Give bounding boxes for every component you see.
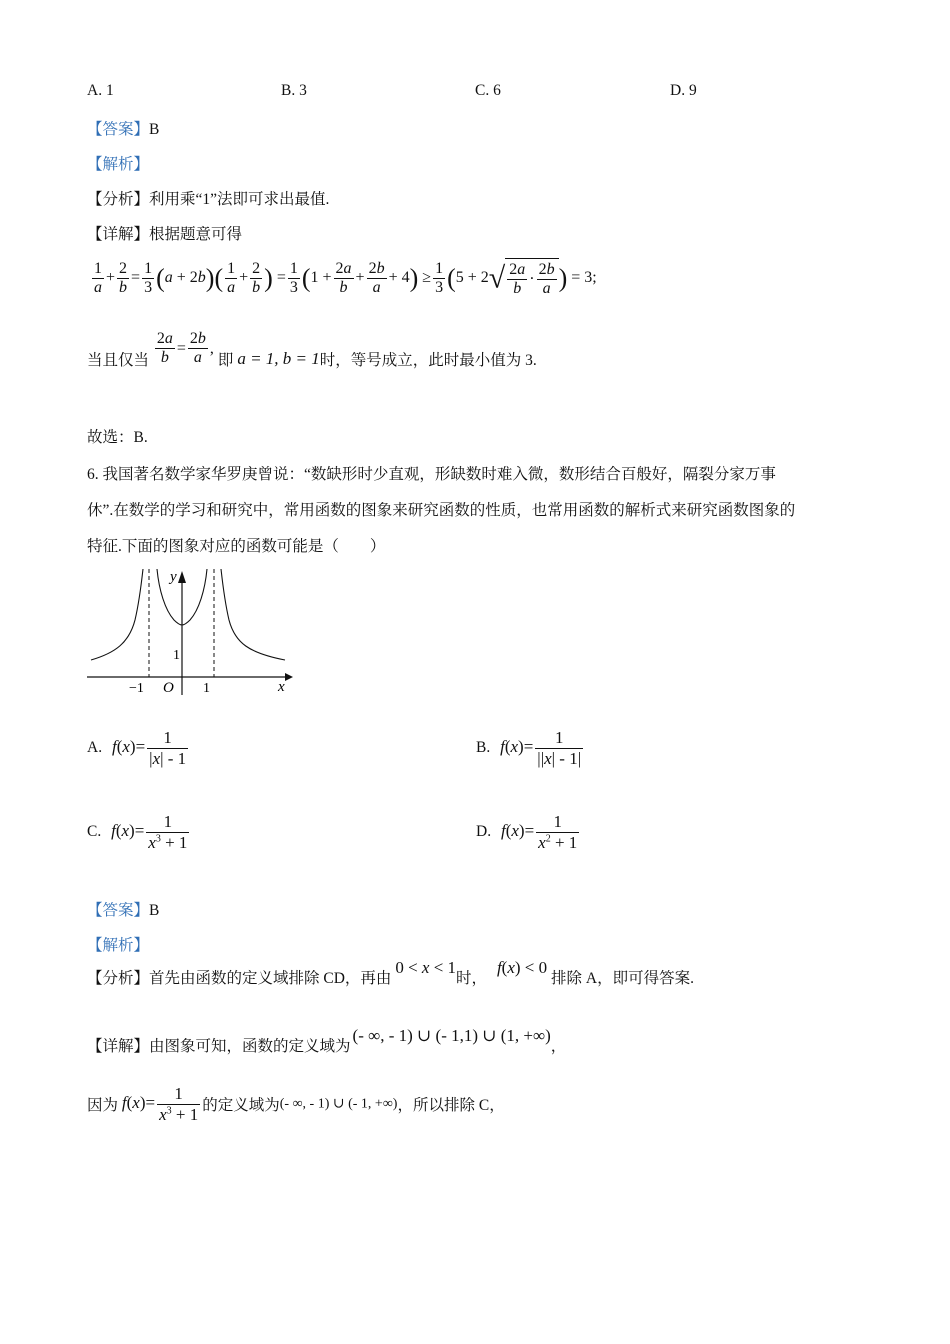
y-axis-arrow xyxy=(178,571,186,583)
q6-fenxi-tag: 【分析】 xyxy=(87,970,150,987)
q6-fenxi-condition: f(x) < 0 xyxy=(496,958,548,977)
q6-exclude-c: ，所以排除 C， xyxy=(397,1097,505,1115)
y-axis-label: y xyxy=(170,569,177,585)
q5-equality-line xyxy=(87,330,537,378)
q6-option-b xyxy=(476,728,585,768)
q5-option-b: B. 3 xyxy=(281,82,307,99)
q5-equality-fraction: $\frac{2a}{b}$ = $\frac{2b}{a}$ , xyxy=(156,330,218,367)
q6-detail-line xyxy=(87,1024,567,1055)
q5-option-d: D. 9 xyxy=(670,82,697,99)
q5-answer-line xyxy=(87,117,159,139)
q6-option-d-label: D. xyxy=(476,823,492,841)
q6-detail-text: 由图象可知，函数的定义域为 xyxy=(149,1038,351,1055)
q6-because-formula: f(x)= $\frac{1}{x^3 + 1}$ xyxy=(121,1084,199,1124)
q5-answer-tag: 【答案】 xyxy=(87,121,150,138)
q6-option-c-label: C. xyxy=(87,823,102,841)
q6-function-graph xyxy=(85,565,300,700)
q5-fenxi-line xyxy=(87,187,329,209)
q5-detail-tag: 【详解】 xyxy=(87,226,150,243)
q6-fenxi-interval: 0 < x < 1 xyxy=(395,958,457,977)
q6-analysis-tag: 【解析】 xyxy=(87,937,150,954)
q6-answer-value: B xyxy=(149,902,160,919)
q6-stem-line3: 特征.下面的图象对应的函数可能是（ ） xyxy=(87,538,386,555)
q5-answer-value: B xyxy=(149,121,160,138)
q6-fenxi-line xyxy=(87,958,694,988)
q6-option-a xyxy=(87,728,190,768)
q6-option-d xyxy=(476,812,581,852)
q5-option-c: C. 6 xyxy=(475,82,501,99)
curve-left-branch xyxy=(91,569,143,660)
q5-detail-line xyxy=(87,222,242,244)
q6-domain-formula: (- ∞, - 1) ∪ (- 1,1) ∪ (1, +∞) xyxy=(352,1026,551,1045)
q5-conclusion: 故选：B. xyxy=(87,429,148,446)
q6-option-b-label: B. xyxy=(476,739,491,757)
q5-fenxi-tag: 【分析】 xyxy=(87,191,150,208)
q6-answer-line xyxy=(87,898,159,920)
q6-option-c xyxy=(87,812,191,852)
curve-right-branch xyxy=(221,569,285,660)
q6-detail-tag: 【详解】 xyxy=(87,1038,150,1055)
y-one-label: 1 xyxy=(173,648,180,663)
q6-domain-text: 的定义域为 xyxy=(202,1097,280,1115)
q5-equality-cond: 即 xyxy=(217,351,234,369)
q6-option-a-label: A. xyxy=(87,739,103,757)
q5-equality-pre: 当且仅当 xyxy=(87,351,150,369)
neg-one-label: −1 xyxy=(129,681,144,696)
q6-answer-tag: 【答案】 xyxy=(87,902,150,919)
q6-because-line xyxy=(87,1084,505,1124)
x-axis-arrow xyxy=(285,673,293,681)
q5-fenxi-text: 利用乘“1”法即可求出最值. xyxy=(149,191,330,208)
q6-detail-comma: ， xyxy=(550,1038,567,1055)
q6-c-domain: (- ∞, - 1) ∪ (- 1, +∞) xyxy=(279,1096,398,1112)
q6-fenxi-b: 时， xyxy=(456,970,488,987)
q6-fenxi-c: 排除 A，即可得答案. xyxy=(551,970,694,987)
q6-because: 因为 xyxy=(87,1097,119,1115)
q6-option-b-formula: f(x)= $\frac{1}{||x| - 1|}$ xyxy=(500,728,582,768)
origin-label: O xyxy=(163,680,174,696)
q5-equality-vals: a = 1, b = 1 xyxy=(237,348,320,368)
q6-option-a-formula: f(x)= $\frac{1}{|x| - 1}$ xyxy=(111,728,187,768)
q6-option-d-formula: f(x)= $\frac{1}{x^2 + 1}$ xyxy=(500,812,578,852)
q6-fenxi-a: 首先由函数的定义域排除 CD，再由 xyxy=(149,970,392,987)
q5-inequality-formula: $\frac{1}{a}$ + $\frac{2}{b}$ = $\frac{1}{3}$ (a + 2b)( $\frac{1}{a}$ + $\frac{2}{b}$ ) = $\frac{1}{3}$ (1 + $\frac{2a}{b}$ + $\frac{2b}{a}$ + 4) ≥ $\frac{1}{3}$ (5 + 2√ $\frac{2a}{b}$ · $\frac{2b}{a}$ ) = 3; xyxy=(94,259,597,298)
x-axis-label: x xyxy=(278,679,285,695)
one-label: 1 xyxy=(203,681,210,696)
q5-equality-post: 时，等号成立，此时最小值为 3. xyxy=(319,351,537,369)
q6-stem-line2: 休”.在数学的学习和研究中，常用函数的图象来研究函数的性质，也常用函数的解析式来研究函数图象的 xyxy=(87,502,796,519)
q6-option-c-formula: f(x)= $\frac{1}{x^3 + 1}$ xyxy=(111,812,188,852)
q5-analysis-tag: 【解析】 xyxy=(87,156,150,173)
q5-detail-text: 根据题意可得 xyxy=(149,226,243,243)
q5-option-a: A. 1 xyxy=(87,82,114,99)
q6-stem-line1: 6. 我国著名数学家华罗庚曾说：“数缺形时少直观，形缺数时难入微，数形结合百般好，隔裂分家万事 xyxy=(87,466,776,483)
